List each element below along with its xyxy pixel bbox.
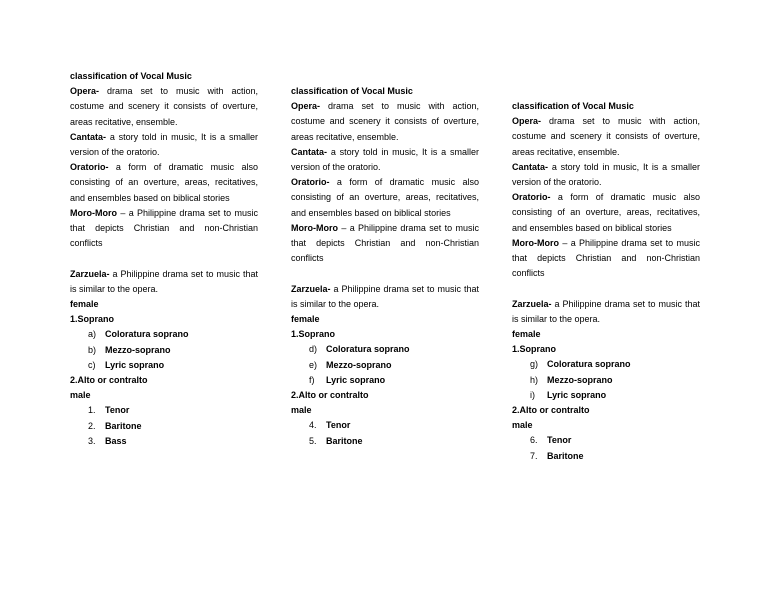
list-marker: c) (88, 359, 96, 370)
definition-text: a story told in music, It is a smaller version of the oratorio. (512, 161, 700, 188)
voice-type-item (512, 449, 700, 464)
male-list (70, 403, 258, 449)
voice-type-label: Coloratura soprano (547, 359, 631, 370)
voice-type-item (70, 403, 258, 418)
definition-term: Oratorio- (512, 192, 551, 203)
list-marker: f) (309, 374, 315, 385)
list-marker: h) (530, 374, 539, 385)
voice-type-item (291, 342, 479, 357)
definition-text: drama set to music with action, costume and scenery it consists of overture, areas recitative, ensemble. (70, 86, 258, 127)
list-marker: e) (309, 359, 318, 370)
definition (512, 160, 700, 190)
spacer (291, 266, 479, 281)
list-marker: 2. (88, 420, 96, 431)
alto-heading: 2.Alto or contralto (512, 405, 590, 416)
list-marker: i) (530, 389, 535, 400)
voice-type-item (70, 434, 258, 449)
list-marker: 3. (88, 435, 96, 446)
definition-text: drama set to music with action, costume and scenery it consists of overture, areas recitative, ensemble. (291, 101, 479, 142)
voice-type-item (512, 433, 700, 448)
definition-list (291, 99, 479, 266)
male-heading: male (512, 420, 533, 431)
definition-term: Moro-Moro (291, 222, 338, 233)
definition-term: Cantata- (512, 161, 549, 172)
definition-text: a story told in music, It is a smaller version of the oratorio. (70, 131, 258, 158)
list-marker: 6. (530, 435, 538, 446)
definition (291, 145, 479, 175)
definition-text: – a Philippine drama set to music that depicts Christian and non-Christian conflicts (291, 222, 479, 264)
voice-type-item (70, 327, 258, 342)
vocal-music-column (70, 69, 258, 449)
definition-list (512, 114, 700, 281)
list-marker: a) (88, 329, 97, 340)
female-heading: female (291, 314, 320, 325)
voice-type-label: Baritone (326, 435, 363, 446)
definition (70, 84, 258, 130)
column-title: classification of Vocal Music (291, 86, 413, 96)
voice-type-label: Baritone (105, 420, 142, 431)
definition-text: a Philippine drama set to music that is similar to the opera. (70, 268, 258, 294)
list-marker: 5. (309, 435, 317, 446)
definition (291, 175, 479, 221)
definition-term: Moro-Moro (512, 237, 559, 248)
voice-type-item (512, 373, 700, 388)
voice-type-item (291, 358, 479, 373)
definition-term: Opera- (70, 86, 100, 97)
list-marker: 4. (309, 420, 317, 431)
voice-type-item (70, 419, 258, 434)
definition (291, 221, 479, 267)
voice-type-label: Mezzo-soprano (547, 374, 613, 385)
definition-text: – a Philippine drama set to music that depicts Christian and non-Christian conflicts (512, 237, 700, 279)
voice-type-label: Baritone (547, 450, 584, 461)
definition-text: a Philippine drama set to music that is similar to the opera. (291, 283, 479, 309)
soprano-heading: 1.Soprano (512, 344, 557, 355)
definition (291, 99, 479, 145)
definition-term: Moro-Moro (70, 207, 117, 218)
female-heading: female (70, 299, 99, 310)
male-list (291, 418, 479, 448)
vocal-music-column (291, 84, 479, 449)
voice-type-label: Lyric soprano (326, 374, 386, 385)
definition (512, 114, 700, 160)
voice-type-label: Mezzo-soprano (105, 344, 171, 355)
definition (70, 130, 258, 160)
soprano-list (291, 342, 479, 388)
voice-type-item (70, 343, 258, 358)
list-marker: 7. (530, 450, 538, 461)
voice-type-label: Mezzo-soprano (326, 359, 392, 370)
voice-type-item (512, 357, 700, 372)
voice-type-label: Coloratura soprano (105, 329, 189, 340)
definition-term: Zarzuela- (512, 298, 552, 309)
definition-term: Cantata- (291, 146, 328, 157)
voice-type-label: Tenor (326, 420, 351, 431)
definition-term: Cantata- (70, 131, 107, 142)
male-heading: male (70, 390, 91, 401)
vocal-music-column (512, 99, 700, 464)
definition-term: Oratorio- (291, 177, 330, 188)
male-heading: male (291, 405, 312, 416)
definition-term: Zarzuela- (291, 283, 331, 294)
alto-heading: 2.Alto or contralto (70, 375, 148, 386)
list-marker: g) (530, 359, 539, 370)
definition-text: a form of dramatic music also consisting of an overture, areas, recitatives, and ensembles based on biblical stories (291, 177, 479, 218)
definition-text: – a Philippine drama set to music that depicts Christian and non-Christian conflicts (70, 207, 258, 249)
zarzuela-definition (70, 267, 258, 297)
definition (512, 236, 700, 282)
definition (70, 160, 258, 206)
voice-type-item (291, 373, 479, 388)
voice-type-label: Lyric soprano (547, 389, 607, 400)
definition (512, 190, 700, 236)
definition-text: a story told in music, It is a smaller version of the oratorio. (291, 146, 479, 173)
definition-list (70, 84, 258, 251)
soprano-heading: 1.Soprano (70, 314, 115, 325)
voice-type-item (512, 388, 700, 403)
spacer (70, 251, 258, 266)
female-heading: female (512, 329, 541, 340)
soprano-list (512, 357, 700, 403)
definition-text: drama set to music with action, costume and scenery it consists of overture, areas recitative, ensemble. (512, 116, 700, 157)
definition-term: Opera- (512, 116, 542, 127)
definition-text: a form of dramatic music also consisting of an overture, areas, recitatives, and ensembles based on biblical stories (70, 162, 258, 203)
alto-heading: 2.Alto or contralto (291, 390, 369, 401)
voice-type-label: Tenor (547, 435, 572, 446)
voice-type-label: Tenor (105, 405, 130, 416)
definition-text: a form of dramatic music also consisting of an overture, areas, recitatives, and ensembles based on biblical stories (512, 192, 700, 233)
male-list (512, 433, 700, 463)
zarzuela-definition (512, 297, 700, 327)
list-marker: 1. (88, 405, 96, 416)
spacer (512, 281, 700, 296)
column-title: classification of Vocal Music (70, 71, 192, 81)
column-title: classification of Vocal Music (512, 101, 634, 111)
definition-term: Opera- (291, 101, 321, 112)
definition-term: Zarzuela- (70, 268, 110, 279)
voice-type-label: Coloratura soprano (326, 344, 410, 355)
soprano-list (70, 327, 258, 373)
definition (70, 206, 258, 252)
list-marker: b) (88, 344, 97, 355)
definition-text: a Philippine drama set to music that is similar to the opera. (512, 298, 700, 324)
voice-type-label: Bass (105, 435, 127, 446)
soprano-heading: 1.Soprano (291, 329, 336, 340)
voice-type-item (291, 434, 479, 449)
voice-type-item (291, 418, 479, 433)
list-marker: d) (309, 344, 318, 355)
voice-type-item (70, 358, 258, 373)
voice-type-label: Lyric soprano (105, 359, 165, 370)
zarzuela-definition (291, 282, 479, 312)
definition-term: Oratorio- (70, 162, 109, 173)
